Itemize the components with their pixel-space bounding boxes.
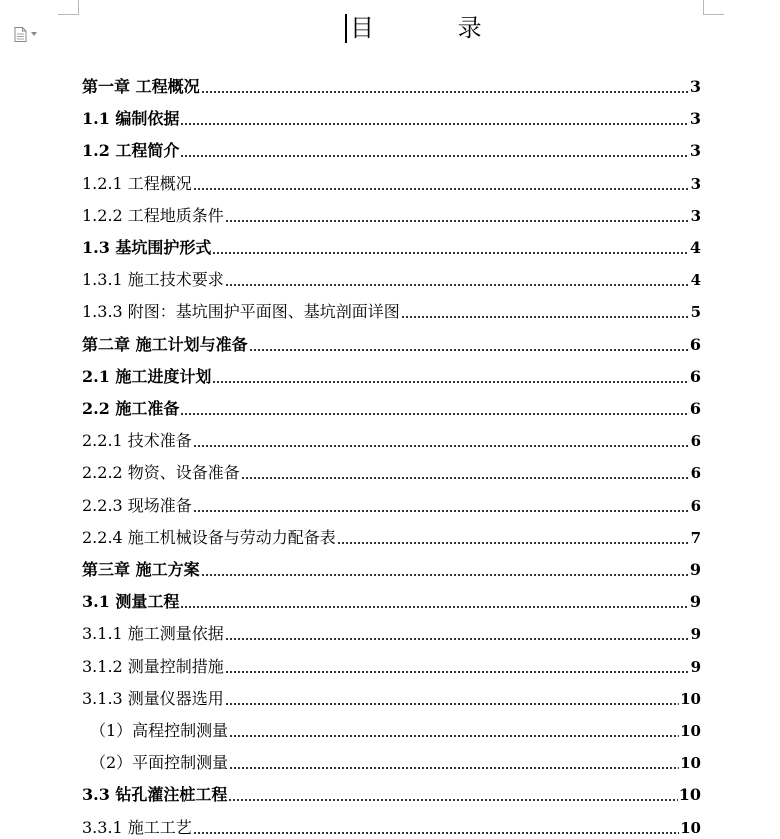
- page-corner-mark-left: [58, 0, 79, 15]
- toc-entry-title: 2.2.3 现场准备: [82, 495, 192, 515]
- toc-page-number: 6: [689, 334, 701, 354]
- toc-entry[interactable]: [82, 772, 701, 804]
- toc-entry-title: 1.3.3 附图：基坑围护平面图、基坑剖面详图: [82, 302, 400, 322]
- toc-entry[interactable]: [82, 193, 701, 225]
- toc-entry[interactable]: [90, 708, 701, 740]
- toc-entry[interactable]: [82, 322, 701, 354]
- toc-page-number: 3: [690, 174, 701, 193]
- toc-entry[interactable]: [82, 579, 701, 611]
- toc-entry-title: 3.1 测量工程: [82, 592, 180, 612]
- toc-dot-leader: [225, 638, 690, 640]
- toc-entry[interactable]: [82, 644, 701, 676]
- toc-page-number: 3: [690, 206, 701, 225]
- text-cursor: [345, 14, 347, 43]
- toc-entry[interactable]: [82, 515, 701, 547]
- toc-entry-title: 1.2.1 工程概况: [82, 173, 192, 193]
- toc-page-number: 6: [690, 496, 701, 515]
- toc-page-number: 6: [690, 432, 701, 451]
- toc-dot-leader: [337, 542, 690, 544]
- toc-entry[interactable]: [82, 128, 701, 160]
- document-menu-button[interactable]: [14, 27, 40, 41]
- toc-entry-title: 2.2.4 施工机械设备与劳动力配备表: [82, 527, 336, 547]
- toc-entry-title: 3.1.1 施工测量依据: [82, 624, 224, 644]
- toc-entry[interactable]: [82, 354, 701, 386]
- toc-page-number: 9: [689, 592, 701, 612]
- toc-entry-title: 2.2.1 技术准备: [82, 431, 192, 451]
- toc-entry-title: 2.2 施工准备: [82, 399, 180, 418]
- toc-entry[interactable]: [82, 289, 701, 321]
- toc-dot-leader: [201, 574, 689, 576]
- toc-entry-title: 1.1 编制依据: [82, 109, 180, 129]
- toc-entry-title: 第一章 工程概况: [82, 77, 200, 96]
- toc-entry[interactable]: [82, 483, 701, 515]
- toc-entry[interactable]: [82, 64, 701, 96]
- toc-entry[interactable]: [90, 740, 701, 772]
- toc-dot-leader: [228, 799, 677, 801]
- toc-page-number: 6: [689, 399, 701, 418]
- toc-dot-leader: [229, 767, 679, 769]
- toc-dot-leader: [401, 316, 690, 318]
- toc-page-number: 9: [690, 625, 701, 644]
- toc-page-number: 3: [689, 109, 701, 129]
- toc-dot-leader: [193, 832, 679, 834]
- page-corner-mark-right: [703, 0, 724, 15]
- toc-page-number: 10: [678, 785, 701, 805]
- toc-entry-title: 3.1.2 测量控制措施: [82, 656, 224, 676]
- toc-dot-leader: [225, 220, 690, 222]
- toc-dot-leader: [180, 123, 688, 125]
- toc-page-number: 6: [690, 464, 701, 483]
- toc-entry-title: 1.2.2 工程地质条件: [82, 205, 224, 225]
- toc-entry-title: 3.1.3 测量仪器选用: [82, 688, 224, 708]
- toc-entry[interactable]: [82, 611, 701, 643]
- toc-entry[interactable]: [82, 450, 701, 482]
- toc-dot-leader: [229, 735, 679, 737]
- toc-entry-title: 2.1 施工进度计划: [82, 366, 212, 386]
- toc-entry-title: （1）高程控制测量: [90, 721, 229, 740]
- toc-page-number: 9: [689, 560, 701, 579]
- toc-entry[interactable]: [82, 161, 701, 193]
- toc-entry[interactable]: [82, 225, 701, 257]
- toc-page-number: 3: [689, 141, 701, 161]
- toc-dot-leader: [249, 349, 689, 351]
- toc-entry-title: 1.2 工程简介: [82, 141, 180, 161]
- toc-page-number: 4: [689, 238, 701, 257]
- toc-entry[interactable]: [82, 96, 701, 128]
- document-icon: [14, 27, 27, 42]
- toc-entry[interactable]: [82, 676, 701, 708]
- toc-dot-leader: [212, 252, 688, 254]
- toc-entry-title: 3.3 钻孔灌注桩工程: [82, 785, 228, 805]
- toc-page-number: 10: [680, 818, 701, 837]
- toc-entry[interactable]: [82, 386, 701, 418]
- toc-dot-leader: [180, 155, 688, 157]
- toc-entry[interactable]: [82, 418, 701, 450]
- toc-dot-leader: [180, 606, 688, 608]
- toc-page-number: 9: [690, 657, 701, 676]
- toc-entry-title: 第二章 施工计划与准备: [82, 334, 248, 354]
- toc-dot-leader: [193, 510, 690, 512]
- toc-page-number: 10: [680, 722, 701, 740]
- toc-entry-title: 1.3.1 施工技术要求: [82, 270, 224, 290]
- toc-entry-title: 第三章 施工方案: [82, 560, 200, 579]
- toc-page-number: 3: [689, 77, 701, 96]
- toc-dot-leader: [225, 671, 690, 673]
- toc-page-number: 10: [680, 689, 701, 708]
- toc-entry[interactable]: [82, 257, 701, 289]
- toc-entry-title: 1.3 基坑围护形式: [82, 238, 212, 257]
- toc-entry-title: 2.2.2 物资、设备准备: [82, 463, 240, 483]
- toc-entry-title: （2）平面控制测量: [90, 753, 229, 773]
- toc-dot-leader: [225, 703, 679, 705]
- toc-page-number: 4: [690, 271, 701, 290]
- toc-dot-leader: [201, 91, 689, 93]
- toc-dot-leader: [193, 445, 690, 447]
- toc-entry-title: 3.3.1 施工工艺: [82, 817, 192, 837]
- toc-page-number: 5: [690, 303, 701, 322]
- toc-entry[interactable]: [82, 547, 701, 579]
- toc-dot-leader: [241, 477, 690, 479]
- page-title[interactable]: 目 录: [350, 14, 520, 42]
- toc-dot-leader: [225, 284, 690, 286]
- toc-page-number: 6: [689, 366, 701, 386]
- toc-page-number: 7: [690, 528, 701, 547]
- toc-dot-leader: [180, 413, 688, 415]
- toc-entry[interactable]: [82, 805, 701, 837]
- chevron-down-icon: [31, 32, 37, 36]
- toc-page-number: 10: [680, 754, 701, 773]
- toc-dot-leader: [193, 188, 690, 190]
- toc-dot-leader: [212, 381, 688, 383]
